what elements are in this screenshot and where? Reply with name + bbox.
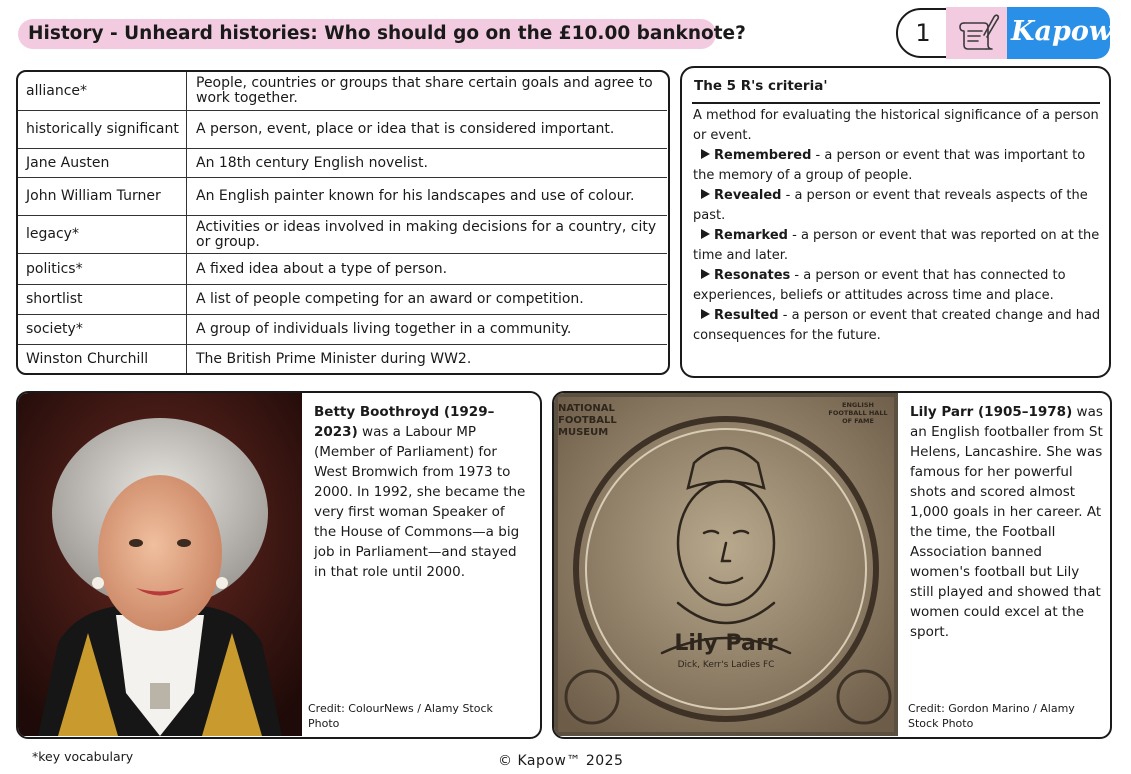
vocab-row <box>18 254 667 285</box>
vocab-row <box>18 149 667 178</box>
person-bio-text: was an English footballer from St Helens, Lancashire. She was famous for her powerful shots and scored almost 1,000 goals in her career. At the time, the Football Association banned women's football but Lily still played and showed that women could excel at the sport. <box>910 404 1103 640</box>
vocab-definition: A list of people competing for an award or competition. <box>196 291 584 307</box>
vocab-term: alliance* <box>26 82 88 99</box>
brand-name: Kapow <box>1011 16 1113 47</box>
vocab-definition: A fixed idea about a type of person. <box>196 260 448 277</box>
criteria-item-text: - a person or event that created change and had consequences for the future. <box>693 308 1101 343</box>
vocabulary-table <box>16 70 670 375</box>
vocab-definition: People, countries or groups that share certain goals and agree to work together. <box>196 75 653 106</box>
vocab-definition: An 18th century English novelist. <box>196 154 428 171</box>
arrow-right-icon <box>701 269 710 279</box>
vocab-term: John William Turner <box>26 188 161 204</box>
person-bio-text: was a Labour MP (Member of Parliament) for West Bromwich from 1973 to 2000. In 1992, she became the very first woman Speaker of the House of Commons—a big job in Parliament—and stayed in that role until 2000. <box>314 424 526 580</box>
vocab-row <box>18 345 667 373</box>
criteria-item-text: - a person or event that reveals aspects of the past. <box>693 188 1088 223</box>
criteria-item-name: Resonates <box>714 268 791 283</box>
criteria-item-name: Resulted <box>714 308 779 323</box>
vocab-definition: The British Prime Minister during WW2. <box>196 350 472 367</box>
vocab-term: society* <box>26 321 83 337</box>
vocab-row <box>18 315 667 345</box>
lesson-number: 1 <box>915 19 931 47</box>
portrait-photo <box>18 393 302 736</box>
person-name: Lily Parr (1905–1978) <box>910 404 1073 420</box>
vocab-term: legacy* <box>26 226 79 242</box>
criteria-item <box>693 266 1101 306</box>
person-card-betty-boothroyd <box>16 391 542 739</box>
criteria-item-name: Remarked <box>714 228 788 243</box>
scroll-quill-icon <box>946 7 1008 59</box>
page-title: History - Unheard histories: Who should go on the £10.00 banknote? <box>28 23 746 44</box>
photo-credit: Credit: Gordon Marino / Alamy Stock Photo <box>908 702 1075 730</box>
criteria-item <box>693 146 1101 186</box>
vocab-term: shortlist <box>26 291 83 307</box>
vocab-row <box>18 216 667 254</box>
criteria-item-text: - a person or event that has connected to experiences, beliefs or attitudes across time and place. <box>693 268 1066 303</box>
person-card-lily-parr <box>552 391 1112 739</box>
vocab-term: Winston Churchill <box>26 350 149 367</box>
criteria-item <box>693 226 1101 266</box>
arrow-right-icon <box>701 189 710 199</box>
photo-credit: Credit: ColourNews / Alamy Stock Photo <box>308 702 493 730</box>
vocab-term: Jane Austen <box>26 154 110 171</box>
plaque-name: Lily Parr <box>674 631 778 656</box>
criteria-item-text: - a person or event that was reported on at the time and later. <box>693 228 1100 263</box>
plaque-museum-text: NATIONAL FOOTBALL MUSEUM <box>558 403 617 438</box>
vocab-term: politics* <box>26 260 83 277</box>
arrow-right-icon <box>701 309 710 319</box>
arrow-right-icon <box>701 229 710 239</box>
arrow-right-icon <box>701 149 710 159</box>
vocab-definition: Activities or ideas involved in making decisions for a country, city or group. <box>196 218 657 250</box>
criteria-intro: A method for evaluating the historical significance of a person or event. <box>693 108 1099 143</box>
person-bio <box>314 402 526 582</box>
criteria-item-name: Remembered <box>714 148 812 163</box>
person-name: Betty Boothroyd (1929–2023) <box>314 404 495 440</box>
vocab-row <box>18 111 667 149</box>
footnote: *key vocabulary <box>32 749 134 764</box>
plaque-photo <box>554 393 898 736</box>
criteria-body <box>693 106 1101 346</box>
vocab-row <box>18 72 667 111</box>
person-bio <box>910 402 1106 642</box>
plaque-club: Dick, Kerr's Ladies FC <box>677 660 775 670</box>
vocab-term: historically significant <box>26 121 179 137</box>
criteria-item <box>693 186 1101 226</box>
criteria-item-text: - a person or event that was important to the memory of a group of people. <box>693 148 1086 183</box>
vocab-row <box>18 178 667 216</box>
vocab-row <box>18 285 667 315</box>
criteria-divider <box>692 102 1100 104</box>
plaque-badge-text: ENGLISH FOOTBALL HALL OF FAME <box>828 401 888 425</box>
vocab-definition: A group of individuals living together in a community. <box>196 321 572 337</box>
vocab-definition: A person, event, place or idea that is considered important. <box>196 121 615 137</box>
criteria-item <box>693 306 1101 346</box>
copyright: © Kapow™ 2025 <box>498 753 624 769</box>
criteria-title: The 5 R's criteria' <box>694 78 828 94</box>
criteria-item-name: Revealed <box>714 188 782 203</box>
vocab-definition: An English painter known for his landscapes and use of colour. <box>196 188 635 204</box>
